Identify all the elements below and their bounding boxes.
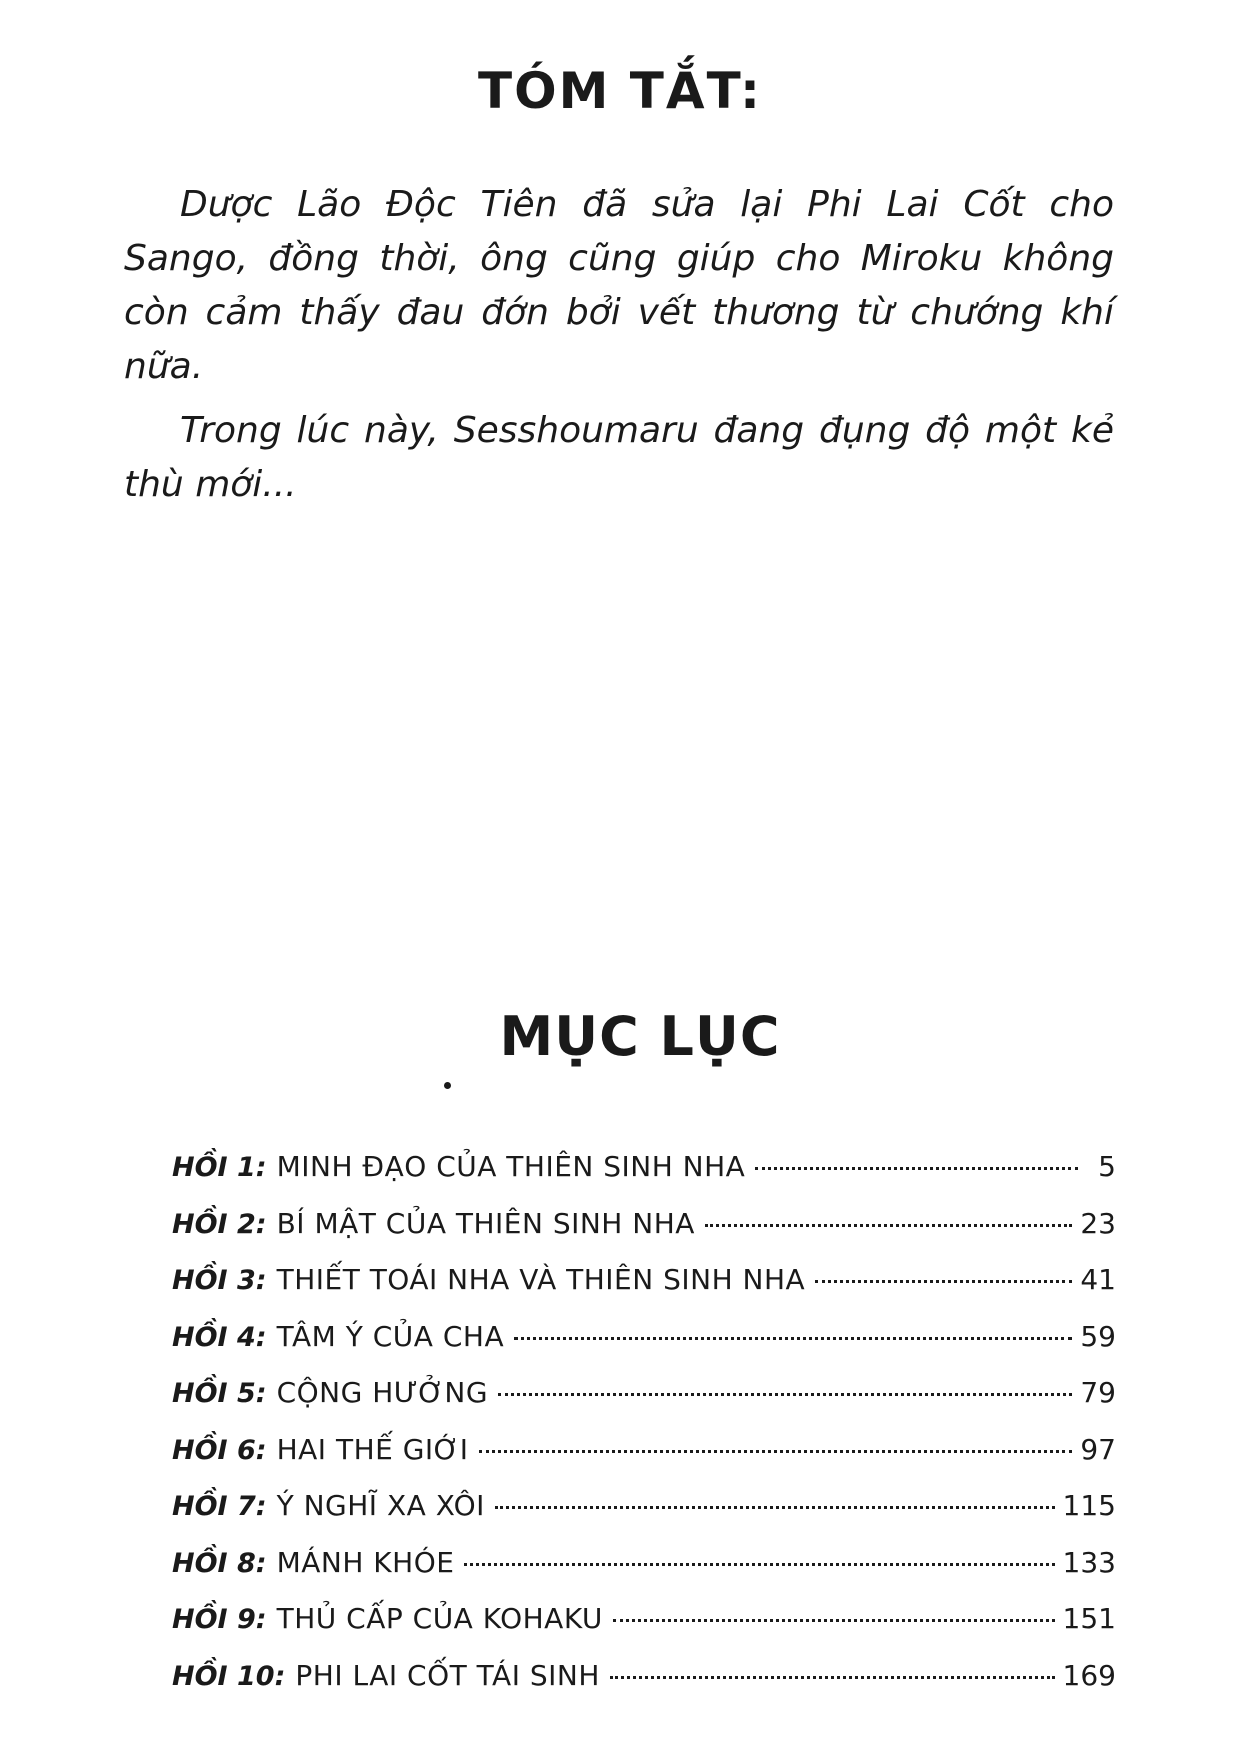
dot-leader bbox=[705, 1224, 1072, 1227]
toc-entry bbox=[172, 1489, 1116, 1546]
dot-leader bbox=[498, 1393, 1072, 1396]
toc-chapter-label: HỒI 10: bbox=[172, 1660, 286, 1692]
summary-body bbox=[124, 178, 1114, 522]
toc-chapter-name: MÁNH KHÓE bbox=[276, 1545, 455, 1579]
toc-chapter-label: HỒI 4: bbox=[172, 1321, 267, 1353]
toc-page-number: 169 bbox=[1062, 1658, 1116, 1692]
toc-chapter-label: HỒI 3: bbox=[172, 1265, 267, 1296]
toc-chapter-name: MINH ĐẠO CỦA THIÊN SINH NHA bbox=[276, 1150, 746, 1183]
toc-entry bbox=[172, 1433, 1116, 1490]
dot-leader bbox=[613, 1619, 1055, 1622]
summary-paragraph: Dược Lão Độc Tiên đã sửa lại Phi Lai Cốt cho Sango, đồng thời, ông cũng giúp cho Miroku không còn cảm thấy đau đớn bởi vết thương từ chướng khí nữa. bbox=[124, 184, 1114, 387]
toc-chapter-name: THIẾT TOÁI NHA VÀ THIÊN SINH NHA bbox=[276, 1263, 806, 1296]
summary-paragraph: Trong lúc này, Sesshoumaru đang đụng độ một kẻ thù mới... bbox=[124, 410, 1114, 505]
toc-entry bbox=[172, 1207, 1116, 1264]
toc-chapter-label: HỒI 2: bbox=[172, 1208, 267, 1240]
toc-page-number: 5 bbox=[1098, 1150, 1116, 1183]
dot-leader bbox=[815, 1280, 1072, 1283]
toc-entry bbox=[172, 1376, 1116, 1433]
dot-leader bbox=[464, 1563, 1054, 1566]
toc-chapter-label: HỒI 8: bbox=[172, 1547, 267, 1579]
dot-leader bbox=[755, 1167, 1078, 1170]
toc-title: MỤC LỤC bbox=[499, 1005, 781, 1068]
toc-chapter-name: HAI THẾ GIỚI bbox=[276, 1432, 469, 1466]
toc-chapter-name: BÍ MẬT CỦA THIÊN SINH NHA bbox=[276, 1206, 695, 1240]
toc-entry bbox=[172, 1150, 1116, 1207]
toc-page-number: 41 bbox=[1080, 1263, 1116, 1296]
toc-chapter-name: PHI LAI CỐT TÁI SINH bbox=[295, 1658, 600, 1692]
toc-entry bbox=[172, 1263, 1116, 1320]
toc-chapter-label: HỒI 7: bbox=[172, 1491, 267, 1522]
ink-dot bbox=[444, 1082, 451, 1089]
toc-page-number: 133 bbox=[1062, 1545, 1116, 1579]
dot-leader bbox=[610, 1676, 1055, 1679]
dot-leader bbox=[514, 1337, 1072, 1340]
table-of-contents bbox=[172, 1150, 1116, 1715]
toc-page-number: 115 bbox=[1062, 1489, 1116, 1522]
toc-page-number: 23 bbox=[1080, 1206, 1116, 1240]
toc-entry bbox=[172, 1320, 1116, 1377]
toc-chapter-name: THỦ CẤP CỦA KOHAKU bbox=[276, 1602, 603, 1635]
toc-page-number: 97 bbox=[1080, 1432, 1116, 1466]
toc-chapter-label: HỒI 9: bbox=[172, 1604, 267, 1635]
summary-title: TÓM TẮT: bbox=[478, 62, 762, 120]
toc-page-number: 79 bbox=[1080, 1376, 1116, 1409]
toc-chapter-label: HỒI 5: bbox=[172, 1378, 267, 1409]
toc-chapter-name: CỘNG HƯỞNG bbox=[276, 1376, 489, 1409]
dot-leader bbox=[479, 1450, 1073, 1453]
toc-page-number: 59 bbox=[1080, 1319, 1116, 1353]
toc-entry bbox=[172, 1602, 1116, 1659]
toc-chapter-name: Ý NGHĨ XA XÔI bbox=[276, 1489, 485, 1522]
toc-entry bbox=[172, 1659, 1116, 1716]
toc-entry bbox=[172, 1546, 1116, 1603]
toc-chapter-label: HỒI 6: bbox=[172, 1434, 267, 1466]
toc-chapter-name: TÂM Ý CỦA CHA bbox=[276, 1319, 505, 1353]
toc-chapter-label: HỒI 1: bbox=[172, 1152, 267, 1183]
dot-leader bbox=[495, 1506, 1055, 1509]
toc-page-number: 151 bbox=[1062, 1602, 1116, 1635]
